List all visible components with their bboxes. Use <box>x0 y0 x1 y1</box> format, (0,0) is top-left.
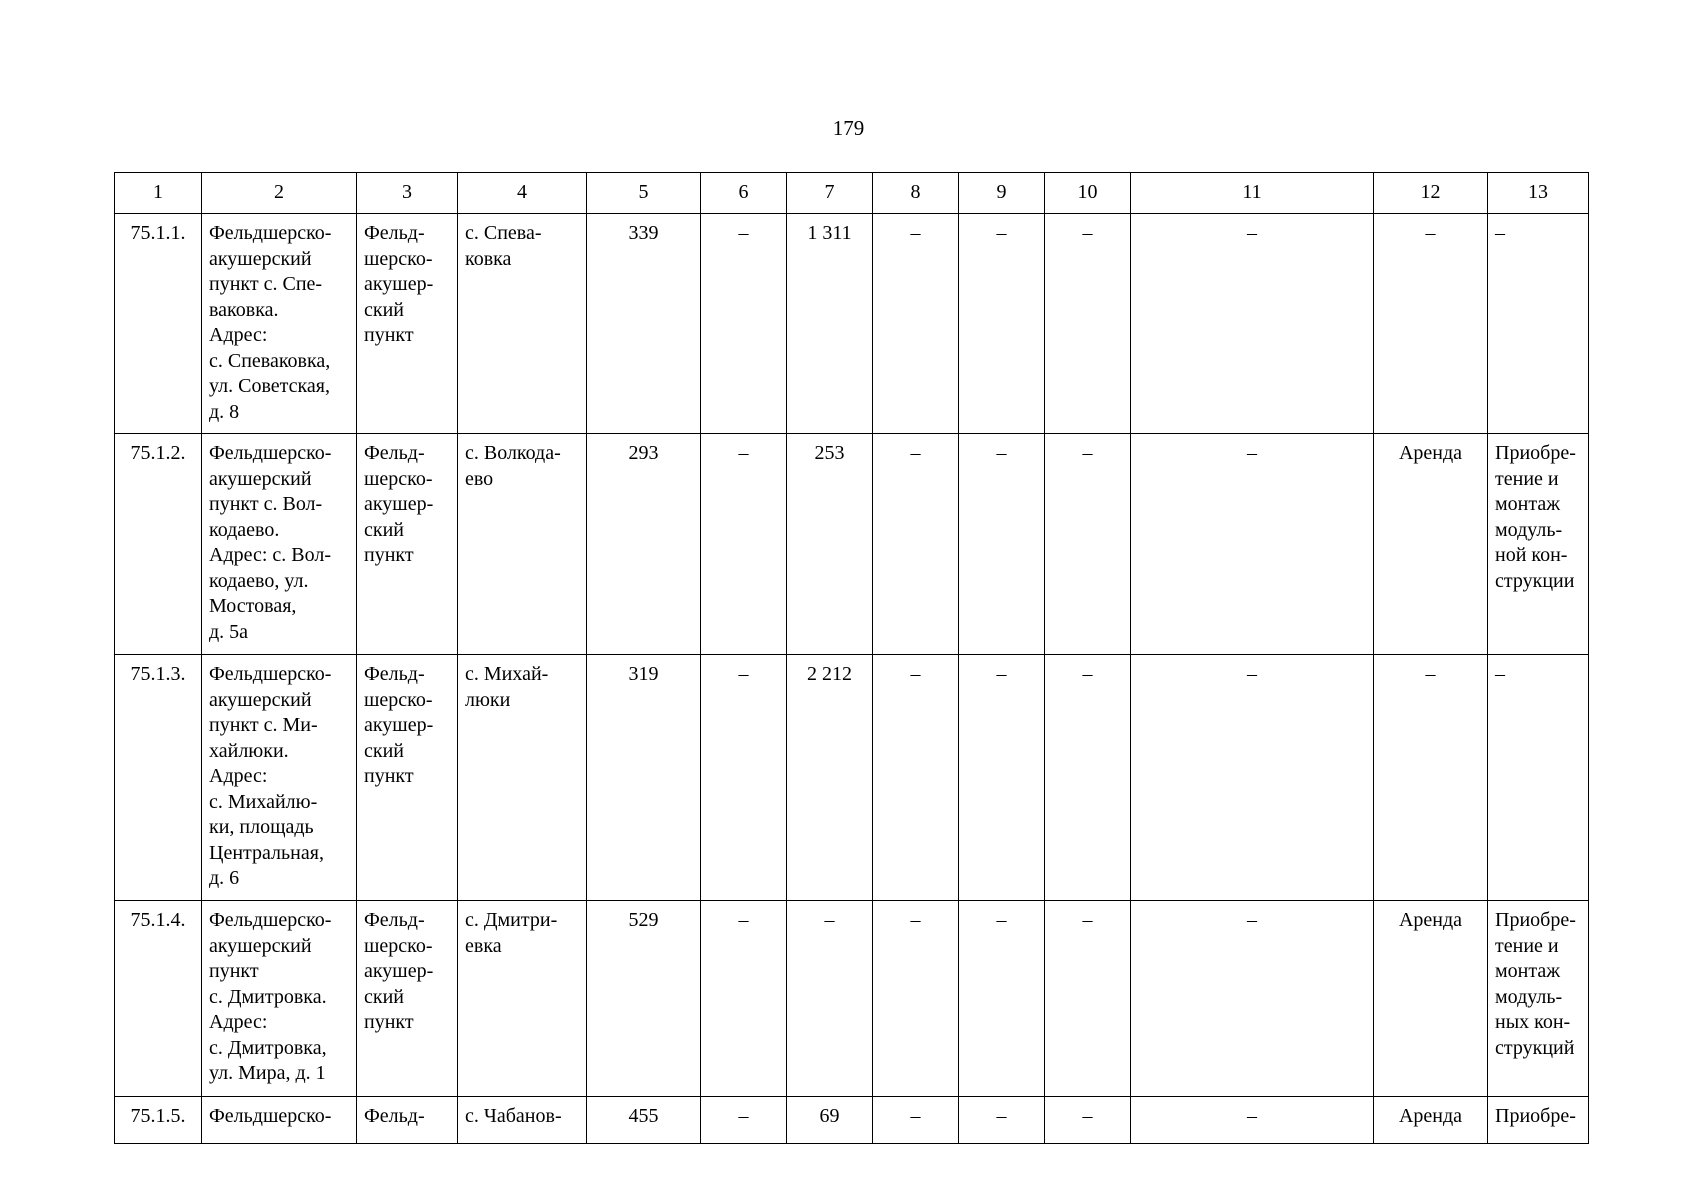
column-header: 7 <box>787 173 873 214</box>
column-header: 3 <box>357 173 458 214</box>
table-row <box>115 1097 1589 1144</box>
column-header: 9 <box>959 173 1045 214</box>
cell-col-7: – <box>787 901 873 1097</box>
cell-location: с. Чабанов- <box>458 1097 587 1144</box>
column-header: 1 <box>115 173 202 214</box>
column-header: 10 <box>1045 173 1131 214</box>
cell-location: с. Спева- ковка <box>458 214 587 434</box>
cell-col-6: – <box>701 655 787 901</box>
cell-code: 75.1.4. <box>115 901 202 1097</box>
cell-col-13: Приобре- тение и монтаж модуль- ной кон- струкции <box>1488 434 1589 655</box>
cell-col-11: – <box>1131 1097 1374 1144</box>
cell-col-12: Аренда <box>1374 1097 1488 1144</box>
column-header: 6 <box>701 173 787 214</box>
cell-col-9: – <box>959 1097 1045 1144</box>
cell-object-name: Фельдшерско- <box>202 1097 357 1144</box>
column-header: 5 <box>587 173 701 214</box>
cell-col-5: 455 <box>587 1097 701 1144</box>
cell-col-6: – <box>701 901 787 1097</box>
cell-col-11: – <box>1131 434 1374 655</box>
cell-object-type: Фельд- шерско- акушер- ский пункт <box>357 214 458 434</box>
cell-object-type: Фельд- шерско- акушер- ский пункт <box>357 434 458 655</box>
cell-col-10: – <box>1045 655 1131 901</box>
table-header-row <box>115 173 1589 214</box>
cell-code: 75.1.1. <box>115 214 202 434</box>
table-row <box>115 214 1589 434</box>
cell-col-11: – <box>1131 655 1374 901</box>
cell-col-13: – <box>1488 655 1589 901</box>
cell-col-5: 529 <box>587 901 701 1097</box>
cell-col-8: – <box>873 901 959 1097</box>
cell-col-12: – <box>1374 655 1488 901</box>
cell-col-9: – <box>959 901 1045 1097</box>
cell-col-8: – <box>873 655 959 901</box>
column-header: 8 <box>873 173 959 214</box>
cell-col-11: – <box>1131 901 1374 1097</box>
cell-col-10: – <box>1045 901 1131 1097</box>
cell-col-7: 1 311 <box>787 214 873 434</box>
cell-col-6: – <box>701 434 787 655</box>
cell-col-8: – <box>873 1097 959 1144</box>
cell-col-12: Аренда <box>1374 901 1488 1097</box>
cell-col-6: – <box>701 1097 787 1144</box>
cell-object-name: Фельдшерско- акушерский пункт с. Вол- кодаево. Адрес: с. Вол- кодаево, ул. Мостовая, д. 5а <box>202 434 357 655</box>
cell-location: с. Дмитри- евка <box>458 901 587 1097</box>
cell-col-13: Приобре- тение и монтаж модуль- ных кон- струкций <box>1488 901 1589 1097</box>
cell-col-8: – <box>873 214 959 434</box>
cell-col-12: – <box>1374 214 1488 434</box>
page-number: 179 <box>832 116 865 140</box>
cell-col-5: 339 <box>587 214 701 434</box>
cell-object-type: Фельд- шерско- акушер- ский пункт <box>357 901 458 1097</box>
cell-object-name: Фельдшерско- акушерский пункт с. Спе- ваковка. Адрес: с. Спеваковка, ул. Советская, д. 8 <box>202 214 357 434</box>
cell-col-9: – <box>959 214 1045 434</box>
cell-col-7: 69 <box>787 1097 873 1144</box>
cell-location: с. Волкода- ево <box>458 434 587 655</box>
cell-col-10: – <box>1045 434 1131 655</box>
column-header: 11 <box>1131 173 1374 214</box>
cell-object-type: Фельд- <box>357 1097 458 1144</box>
table-row <box>115 901 1589 1097</box>
cell-col-9: – <box>959 655 1045 901</box>
register-table <box>114 172 1589 1144</box>
cell-col-8: – <box>873 434 959 655</box>
column-header: 12 <box>1374 173 1488 214</box>
cell-col-10: – <box>1045 214 1131 434</box>
cell-col-10: – <box>1045 1097 1131 1144</box>
cell-col-7: 2 212 <box>787 655 873 901</box>
column-header: 4 <box>458 173 587 214</box>
cell-col-9: – <box>959 434 1045 655</box>
column-header: 13 <box>1488 173 1589 214</box>
column-header: 2 <box>202 173 357 214</box>
cell-col-13: – <box>1488 214 1589 434</box>
cell-location: с. Михай- люки <box>458 655 587 901</box>
cell-object-name: Фельдшерско- акушерский пункт с. Дмитровка. Адрес: с. Дмитровка, ул. Мира, д. 1 <box>202 901 357 1097</box>
cell-code: 75.1.5. <box>115 1097 202 1144</box>
cell-code: 75.1.3. <box>115 655 202 901</box>
cell-col-5: 293 <box>587 434 701 655</box>
cell-col-13: Приобре- <box>1488 1097 1589 1144</box>
cell-object-type: Фельд- шерско- акушер- ский пункт <box>357 655 458 901</box>
cell-col-7: 253 <box>787 434 873 655</box>
cell-code: 75.1.2. <box>115 434 202 655</box>
cell-col-12: Аренда <box>1374 434 1488 655</box>
cell-col-5: 319 <box>587 655 701 901</box>
cell-object-name: Фельдшерско- акушерский пункт с. Ми- хайлюки. Адрес: с. Михайлю- ки, площадь Центральная, д. 6 <box>202 655 357 901</box>
cell-col-6: – <box>701 214 787 434</box>
cell-col-11: – <box>1131 214 1374 434</box>
table-row <box>115 434 1589 655</box>
table-row <box>115 655 1589 901</box>
